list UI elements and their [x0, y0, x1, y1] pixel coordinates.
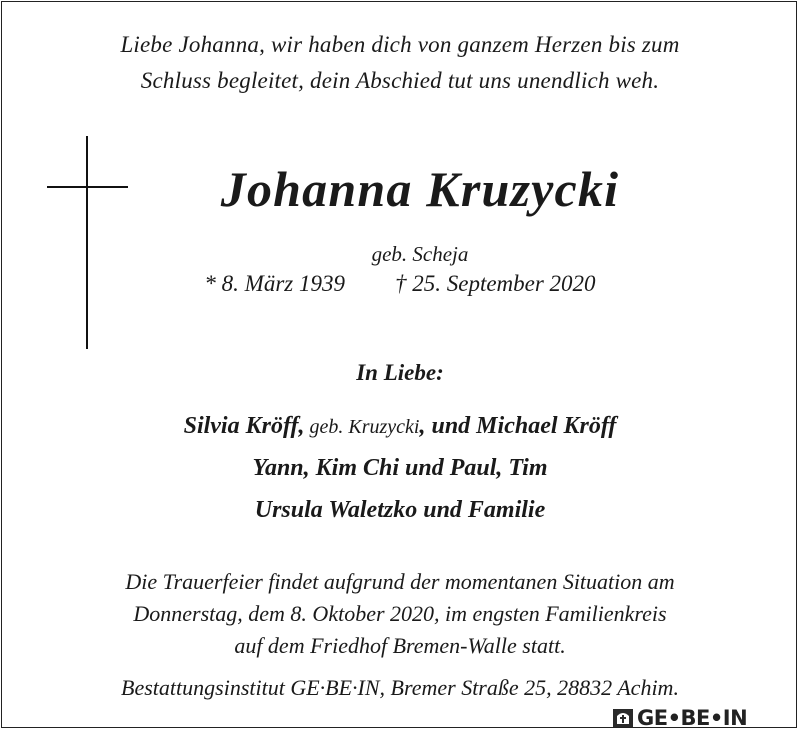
mourners-heading: In Liebe:	[356, 360, 444, 385]
gebein-logo-icon	[612, 708, 634, 728]
intro-line-2: Schluss begleitet, dein Abschied tut uns unendlich weh.	[140, 68, 660, 93]
ceremony-line-3: auf dem Friedhof Bremen-Walle statt.	[234, 633, 566, 658]
birth-date: * 8. März 1939	[204, 271, 345, 296]
gebein-logo-text: GE•BE•IN	[637, 706, 748, 730]
funeral-home-line: Bestattungsinstitut GE·BE·IN, Bremer Straße 25, 28832 Achim.	[121, 675, 679, 700]
deceased-name: Johanna Kruzycki	[220, 161, 620, 217]
ceremony-line-1: Die Trauerfeier findet aufgrund der momentanen Situation am	[125, 569, 675, 594]
mourner-maiden-name: geb. Kruzycki	[304, 416, 420, 438]
mourner-name: Silvia Kröff,	[183, 413, 305, 439]
life-dates	[0, 271, 800, 297]
mourner-partner: , und Michael Kröff	[419, 413, 617, 439]
intro-line-1: Liebe Johanna, wir haben dich von ganzem Herzen bis zum	[120, 32, 680, 57]
mourner-line-3: Ursula Waletzko und Familie	[254, 497, 546, 523]
mourner-line-2: Yann, Kim Chi und Paul, Tim	[252, 455, 548, 481]
maiden-name: geb. Scheja	[371, 242, 469, 266]
gebein-logo	[612, 706, 800, 730]
ceremony-line-2: Donnerstag, dem 8. Oktober 2020, im engsten Familienkreis	[133, 601, 667, 626]
death-date: † 25. September 2020	[394, 271, 596, 296]
mourner-line-1	[0, 413, 800, 440]
